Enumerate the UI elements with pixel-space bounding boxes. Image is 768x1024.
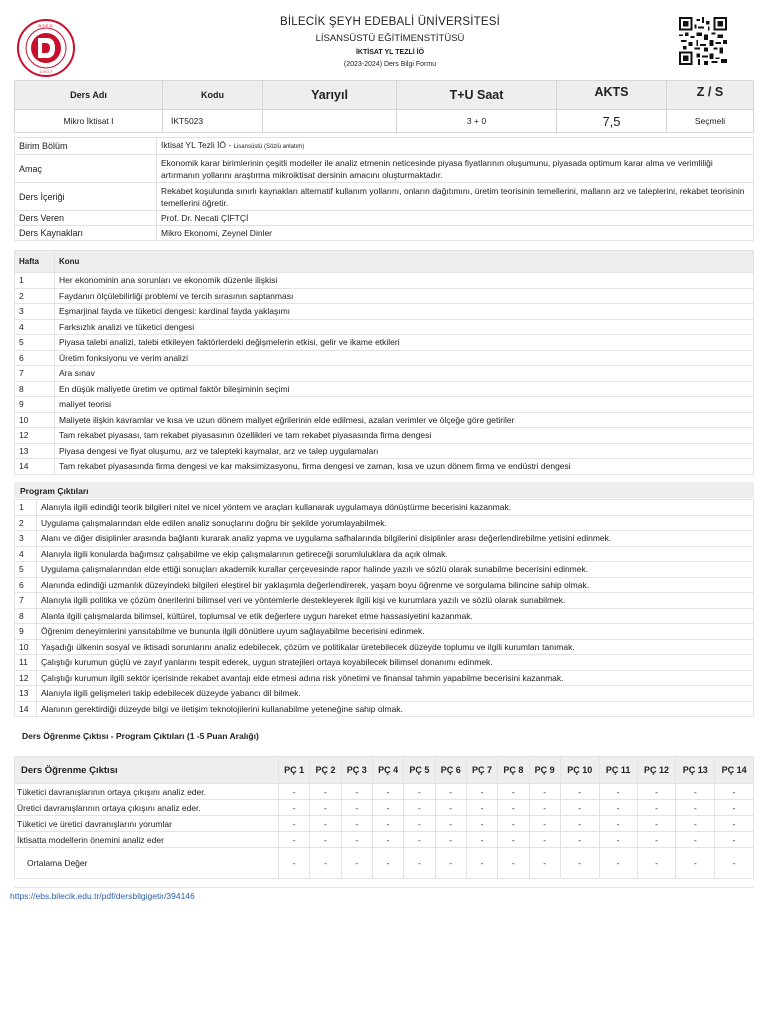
pc-column-header: PÇ 13 [676,757,715,784]
pc-column-header: PÇ 6 [435,757,466,784]
pc-score-cell: - [341,832,372,848]
week-topic: Farksızlık analizi ve tüketici dengesi [55,319,754,335]
week-topic: En düşük maliyetle üretim ve optimal faktör bileşiminin seçimi [55,381,754,397]
pc-score-cell: - [310,800,341,816]
week-topic: maliyet teorisi [55,397,754,413]
week-number: 9 [15,397,55,413]
table-row [15,800,754,816]
pc-column-header: PÇ 9 [529,757,560,784]
pc-score-cell: - [560,832,599,848]
average-value-cell: - [599,848,637,879]
week-topic: Ara sınav [55,366,754,382]
pc-score-cell: - [498,832,529,848]
semester-value [263,110,397,133]
pc-score-cell: - [676,832,715,848]
pc-score-cell: - [715,832,754,848]
pc-score-cell: - [637,784,676,800]
svg-text:B.Ş.E.Ü.: B.Ş.E.Ü. [38,23,54,28]
week-number: 13 [15,443,55,459]
average-value-cell: - [466,848,497,879]
outcome-number: 1 [15,500,37,516]
table-row [15,366,754,382]
course-info-table [14,137,754,241]
header-ects: AKTS [557,81,667,110]
pc-score-cell: - [341,816,372,832]
average-row [15,848,754,879]
summary-value-row [15,110,754,133]
outcome-number: 6 [15,577,37,593]
week-number: 3 [15,304,55,320]
learning-outcome-name: Üretici davranışlarının ortaya çıkışını analiz eder. [15,800,279,816]
week-number: 12 [15,428,55,444]
table-row [15,443,754,459]
pc-column-header: PÇ 7 [466,757,497,784]
header-type: Z / S [667,81,754,110]
info-row-aim [15,155,754,183]
unit-value [157,138,754,155]
pc-score-cell: - [676,816,715,832]
table-row [15,832,754,848]
learning-outcomes-title: Ders Öğrenme Çıktısı - Program Çıktıları (1 -5 Puan Aralığı) [22,731,259,741]
outcome-text: Yaşadığı ülkenin sosyal ve iktisadi sorunlarını analiz edebilecek, çözüm ve politikalar üretebilecek düzeyde toplumu ve ilgili kurumları tanımak. [37,639,754,655]
pc-score-cell: - [637,800,676,816]
outcome-column-header: Ders Öğrenme Çıktısı [15,757,279,784]
ects-value: 7,5 [557,110,667,133]
university-name: BİLECİK ŞEYH EDEBALİ ÜNİVERSİTESİ [279,16,501,28]
average-value-cell: - [372,848,403,879]
outcome-text: Uygulama çalışmalarından elde ettiği sonuçları akademik kurallar çerçevesinde rapor halinde yazılı ve sözlü olarak sunabilme becerisini edinmek. [37,562,754,578]
outcome-text: Alanı ve diğer disiplinler arasında bağlantı kurarak analiz yapma ve uygulama safhalarında bilgilerini disiplinler arası değerlendirebilme yetisini edinmek. [37,531,754,547]
institute-name: LİSANSÜSTÜ EĞİTİMENSTİTÜSÜ [315,33,465,44]
pc-score-cell: - [341,784,372,800]
pc-score-cell: - [676,800,715,816]
pc-score-cell: - [498,800,529,816]
unit-note: Lisansüstü (Sözlü anlatım) [233,144,305,150]
table-row [15,350,754,366]
outcome-number: 14 [15,701,37,717]
outcome-text: Alanının gerektirdiği düzeyde bilgi ve iletişim teknolojilerini kullanabilme yeteneğine sahip olmak. [37,701,754,717]
pc-score-cell: - [279,784,310,800]
pc-score-cell: - [435,832,466,848]
table-row [15,500,754,516]
week-topic: Piyasa talebi analizi, talebi etkileyen faktörlerdeki değişmelerin etkisi, gelir ve ikame etkileri [55,335,754,351]
table-row [15,459,754,475]
header-course-name: Ders Adı [15,81,163,110]
outcome-number: 3 [15,531,37,547]
outcome-text: Çalıştığı kurumun ilgili sektör içerisinde rekabet avantajı elde etmesi adına risk yönetimi ve finansal tahmin yapabilme becerisini kazanmak. [37,670,754,686]
learning-outcomes-matrix [14,756,754,879]
pc-column-header: PÇ 5 [404,757,435,784]
pc-column-header: PÇ 1 [279,757,310,784]
pc-score-cell: - [529,800,560,816]
week-number: 8 [15,381,55,397]
course-name: Mikro İktisat I [15,110,163,133]
pc-score-cell: - [279,832,310,848]
pc-score-cell: - [435,800,466,816]
table-row [15,686,754,702]
program-name: İKTİSAT YL TEZLİ İÖ [355,49,425,56]
week-topic: Eşmarjinal fayda ve tüketici dengesi: kardinal fayda yaklaşımı [55,304,754,320]
svg-text:1 9 0 7: 1 9 0 7 [39,69,53,74]
pc-score-cell: - [310,784,341,800]
average-value-cell: - [637,848,676,879]
pc-score-cell: - [560,784,599,800]
pc-score-cell: - [676,784,715,800]
learning-outcome-name: Tüketici ve üretici davranışlarını yorumlar [15,816,279,832]
info-row-sources [15,226,754,241]
table-row [15,381,754,397]
week-topic: Üretim fonksiyonu ve verim analizi [55,350,754,366]
type-value: Seçmeli [667,110,754,133]
table-row [15,304,754,320]
pc-column-header: PÇ 3 [341,757,372,784]
average-value-cell: - [560,848,599,879]
week-number: 7 [15,366,55,382]
pc-score-cell: - [310,816,341,832]
outcome-number: 2 [15,515,37,531]
form-title: (2023-2024) Ders Bilgi Formu [343,61,437,68]
outcome-number: 10 [15,639,37,655]
pc-score-cell: - [341,800,372,816]
average-label: Ortalama Değer [15,848,279,879]
pc-score-cell: - [279,816,310,832]
unit-label: Birim Bölüm [15,138,157,155]
pc-score-cell: - [715,816,754,832]
pc-score-cell: - [404,816,435,832]
source-url-link[interactable]: https://ebs.bilecik.edu.tr/pdf/dersbilgigetir/394146 [10,891,195,901]
program-outcomes-title: Program Çıktıları [14,482,754,498]
outcome-number: 5 [15,562,37,578]
week-topic: Tam rekabet piyasası, tam rekabet piyasasının özellikleri ve tam rekabet piyasasında firma dengesi [55,428,754,444]
program-outcomes-table [14,499,754,717]
topic-column-header: Konu [55,251,754,273]
table-row [15,397,754,413]
pc-score-cell: - [466,784,497,800]
sources-label: Ders Kaynakları [15,226,157,241]
table-row [15,412,754,428]
table-row [15,784,754,800]
weekly-topics-header [15,251,754,273]
pc-score-cell: - [466,832,497,848]
average-value-cell: - [341,848,372,879]
table-row [15,531,754,547]
pc-column-header: PÇ 12 [637,757,676,784]
pc-score-cell: - [372,800,403,816]
pc-score-cell: - [529,816,560,832]
table-row [15,288,754,304]
week-number: 10 [15,412,55,428]
footer-divider [14,887,754,888]
lecturer-label: Ders Veren [15,211,157,226]
week-number: 2 [15,288,55,304]
outcome-text: Öğrenim deneyimlerini yansıtabilme ve bununla ilgili dönütlere uyum sağlayabilme becerisini edinmek. [37,624,754,640]
table-row [15,670,754,686]
header-course-code: Kodu [163,81,263,110]
pc-score-cell: - [404,784,435,800]
table-row [15,701,754,717]
week-topic: Maliyete ilişkin kavramlar ve kısa ve uzun dönem maliyet eğrilerinin elde edilmesi, azalan verimler ve ölçeğe göre getiriler [55,412,754,428]
table-row [15,546,754,562]
pc-score-cell: - [435,816,466,832]
average-value-cell: - [404,848,435,879]
outcome-number: 13 [15,686,37,702]
outcome-text: Alanla ilgili çalışmalarda bilimsel, kültürel, toplumsal ve etik değerlere uygun hareket etme hassasiyetini kazanmak. [37,608,754,624]
outcome-number: 9 [15,624,37,640]
week-topic: Her ekonominin ana sorunları ve ekonomik düzenle ilişkisi [55,273,754,289]
university-logo [16,18,76,78]
pc-score-cell: - [279,800,310,816]
pc-score-cell: - [372,784,403,800]
learning-outcome-name: Tüketici davranışlarının ortaya çıkışını analiz eder. [15,784,279,800]
pc-score-cell: - [599,832,637,848]
week-number: 6 [15,350,55,366]
header-hours: T+U Saat [397,81,557,110]
qr-code-icon [679,17,727,65]
table-row [15,608,754,624]
week-number: 5 [15,335,55,351]
table-row [15,335,754,351]
outcome-number: 11 [15,655,37,671]
week-column-header: Hafta [15,251,55,273]
pc-score-cell: - [372,832,403,848]
outcome-text: Alanıyla ilgili gelişmeleri takip edebilecek düzeyde yabancı dil bilmek. [37,686,754,702]
unit-value-text: İktisat YL Tezli İÖ - [161,140,234,150]
week-topic: Tam rekabet piyasasında firma dengesi ve kar maksimizasyonu, firma dengesi ve zaman, kısa ve uzun dönem firma ve endüstri dengesi [55,459,754,475]
pc-score-cell: - [529,832,560,848]
pc-score-cell: - [466,816,497,832]
pc-score-cell: - [310,832,341,848]
table-row [15,639,754,655]
pc-score-cell: - [599,800,637,816]
outcome-number: 8 [15,608,37,624]
pc-score-cell: - [466,800,497,816]
average-value-cell: - [435,848,466,879]
table-row [15,515,754,531]
outcome-number: 12 [15,670,37,686]
course-code: İKT5023 [163,110,263,133]
table-row [15,273,754,289]
week-topic: Faydanın ölçülebilirliği problemi ve tercih sırasının saptanması [55,288,754,304]
pc-column-header: PÇ 8 [498,757,529,784]
aim-label: Amaç [15,155,157,183]
pc-score-cell: - [435,784,466,800]
pc-score-cell: - [498,784,529,800]
average-value-cell: - [310,848,341,879]
pc-score-cell: - [404,800,435,816]
learning-outcome-name: İktisatta modellerin önemini analiz eder [15,832,279,848]
table-row [15,624,754,640]
table-row [15,577,754,593]
table-row [15,428,754,444]
week-number: 14 [15,459,55,475]
pc-score-cell: - [372,816,403,832]
outcome-number: 7 [15,593,37,609]
pc-score-cell: - [560,816,599,832]
table-row [15,593,754,609]
table-row [15,816,754,832]
matrix-header-row [15,757,754,784]
hours-value: 3 + 0 [397,110,557,133]
pc-column-header: PÇ 10 [560,757,599,784]
average-value-cell: - [676,848,715,879]
average-value-cell: - [529,848,560,879]
week-number: 4 [15,319,55,335]
outcome-number: 4 [15,546,37,562]
lecturer-value: Prof. Dr. Necati ÇİFTÇİ [157,211,754,226]
pc-column-header: PÇ 14 [715,757,754,784]
pc-score-cell: - [498,816,529,832]
table-row [15,655,754,671]
pc-score-cell: - [599,784,637,800]
pc-score-cell: - [637,816,676,832]
pc-column-header: PÇ 4 [372,757,403,784]
outcome-text: Uygulama çalışmalarından elde edilen analiz sonuçlarını doğru bir şekilde yorumlayabilmek. [37,515,754,531]
week-topic: Piyasa dengesi ve fiyat oluşumu, arz ve talepteki kaymalar, arz ve talep uygulamaları [55,443,754,459]
aim-value: Ekonomik karar birimlerinin çeşitli modeller ile analiz etmenin neticesinde piyasa fiyatlarının oluşumunu, piyasada optimum karar alma ve verimliliği artırmanın yollarını araştırma mikroiktisat dersinin amacını oluşturmaktadır. [157,155,754,183]
table-row [15,319,754,335]
pc-score-cell: - [599,816,637,832]
info-row-unit [15,138,754,155]
content-label: Ders İçeriği [15,183,157,211]
week-number: 1 [15,273,55,289]
pc-score-cell: - [637,832,676,848]
outcome-text: Alanıyla ilgili politika ve çözüm önerilerini bilimsel veri ve yöntemlerle destekleyerek ilgili kişi ve kurumlara yazılı ve sözlü olarak sunabilmek. [37,593,754,609]
pc-score-cell: - [560,800,599,816]
outcome-text: Alanıyla ilgili edindiği teorik bilgileri nitel ve nicel yöntem ve araçları kullanarak uygulamaya dönüştürme becerisini kazanmak. [37,500,754,516]
outcome-text: Alanında edindiği uzmanlık düzeyindeki bilgileri eleştirel bir yaklaşımla değerlendirerek, yaşam boyu öğrenme ve sorgulama bilincine sahip olmak. [37,577,754,593]
course-summary-table [14,80,754,133]
pc-score-cell: - [404,832,435,848]
average-value-cell: - [715,848,754,879]
pc-column-header: PÇ 2 [310,757,341,784]
content-value: Rekabet koşulunda sınırlı kaynakları alternatif kullanım yollarını, onların dağıtımını, üretim teorisinin temellerini, malların arz ve taleplerini, rekabet teorisinin temellerini öğretir. [157,183,754,211]
info-row-lecturer [15,211,754,226]
outcome-text: Alanıyla ilgili konularda bağımsız çalışabilme ve ekip çalışmalarının getireceği sorumluluklara da açık olmak. [37,546,754,562]
sources-value: Mikro Ekonomi, Zeynel Dinler [157,226,754,241]
pc-column-header: PÇ 11 [599,757,637,784]
table-row [15,562,754,578]
info-row-content [15,183,754,211]
weekly-topics-table [14,250,754,475]
header-semester: Yarıyıl [263,81,397,110]
pc-score-cell: - [715,784,754,800]
pc-score-cell: - [715,800,754,816]
pc-score-cell: - [529,784,560,800]
average-value-cell: - [279,848,310,879]
average-value-cell: - [498,848,529,879]
outcome-text: Çalıştığı kurumun güçlü ve zayıf yanlarını tespit ederek, uygun stratejileri ortaya koyabilecek bilimsel donanımı edinmek. [37,655,754,671]
summary-header-row [15,81,754,110]
